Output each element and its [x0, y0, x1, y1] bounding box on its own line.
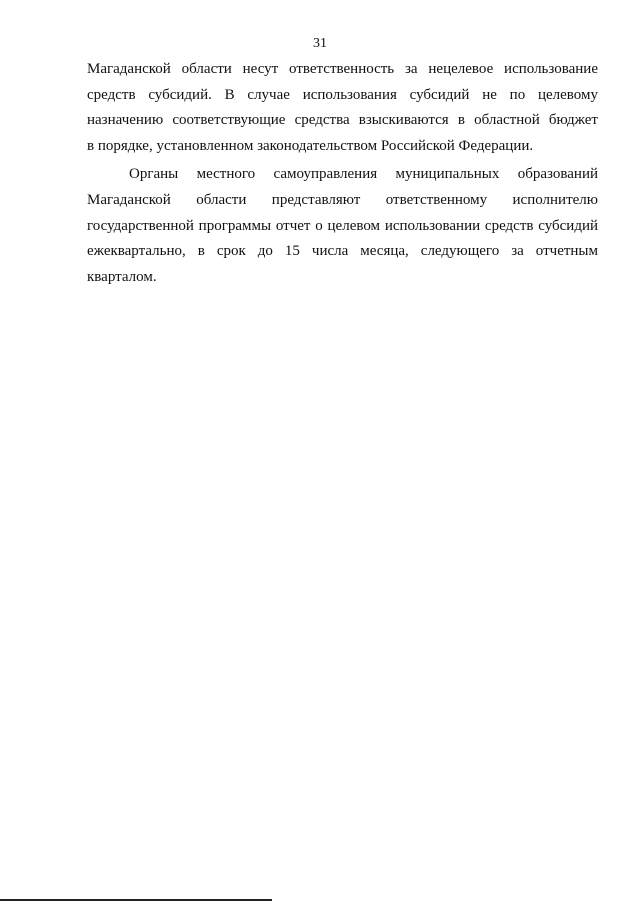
paragraph-reporting [87, 162, 598, 290]
paragraph-line: назначению соответствующие средства взыскиваются в областной бюджет [87, 112, 598, 129]
footer-rule [0, 899, 272, 901]
paragraph-line: Магаданской области несут ответственность за нецелевое использование [87, 61, 598, 77]
paragraph-line: в порядке, установленном законодательством Российской Федерации. [87, 137, 534, 154]
paragraph-line: средств субсидий. В случае использования субсидий не по целевому [87, 86, 598, 103]
paragraph-line: Магаданской области представляют ответственному исполнителю [87, 191, 598, 208]
document-body [87, 57, 598, 290]
paragraph-liability [87, 57, 598, 159]
paragraph-line: ежеквартально, в срок до 15 числа месяца, следующего за отчетным [87, 243, 598, 260]
paragraph-line: кварталом. [87, 268, 157, 285]
paragraph-line: Органы местного самоуправления муниципальных образований [129, 166, 598, 183]
page-number: 31 [313, 36, 327, 51]
paragraph-line: государственной программы отчет о целевом использовании средств субсидий [87, 217, 598, 234]
